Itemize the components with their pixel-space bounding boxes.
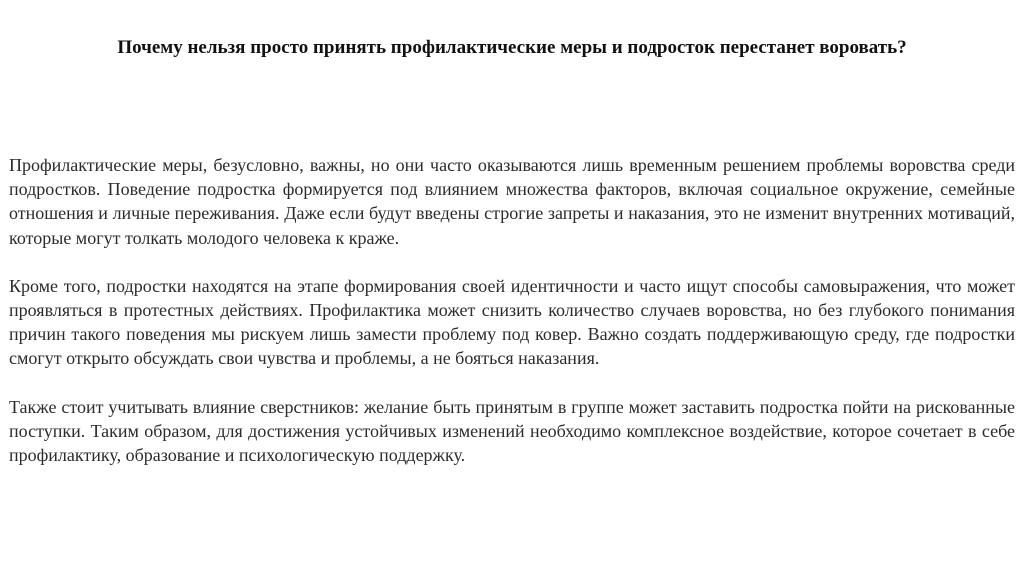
paragraph-3: Также стоит учитывать влияние сверстников: желание быть принятым в группе может заставить подростка пойти на рискованные поступки. Таким образом, для достижения устойчивых изменений необходимо комплексное воздействие, которое сочетает в себе профилактику, образование и психологическую поддержку.	[9, 396, 1015, 466]
slide-title: Почему нельзя просто принять профилактические меры и подросток перестанет воровать?	[117, 37, 907, 58]
paragraph-2: Кроме того, подростки находятся на этапе формирования своей идентичности и часто ищут способы самовыражения, что может проявляться в протестных действиях. Профилактика может снизить количество случаев воровства, но без глубокого понимания причин такого поведения мы рискуем лишь замести проблему под ковер. Важно создать поддерживающую среду, где подростки смогут открыто обсуждать свои чувства и проблемы, а не бояться наказания.	[9, 275, 1015, 369]
paragraph-1: Профилактические меры, безусловно, важны, но они часто оказываются лишь временным решением проблемы воровства среди подростков. Поведение подростка формируется под влиянием множества факторов, включая социальное окружение, семейные отношения и личные переживания. Даже если будут введены строгие запреты и наказания, это не изменит внутренних мотиваций, которые могут толкать молодого человека к краже.	[9, 155, 1015, 248]
slide-body	[9, 153, 1015, 491]
